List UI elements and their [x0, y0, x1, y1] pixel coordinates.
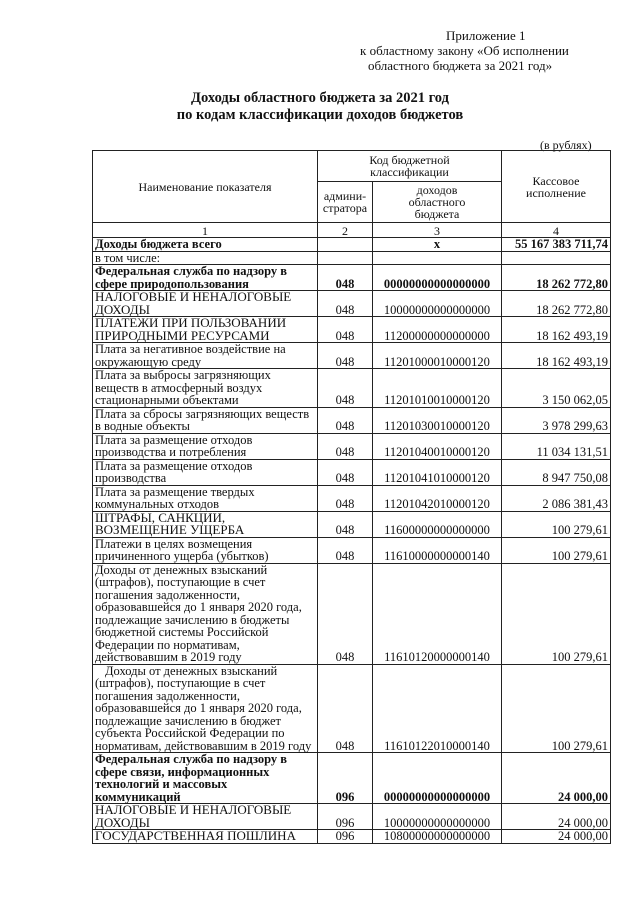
row-admin-code: 048: [318, 664, 373, 753]
table-row: [93, 485, 611, 511]
row-admin-code: [318, 238, 373, 252]
row-admin-code: 048: [318, 343, 373, 369]
row-name: Доходы от денежных взысканий (штрафов), поступающие в счет погашения задолженности, образовавшейся до 1 января 2020 года, подлежащие зачислению в бюджеты бюджетной системы Российской Федерации по нормативам, действовавшим в 2019 году: [93, 563, 318, 664]
table-row: [93, 251, 611, 265]
row-admin-code: 048: [318, 433, 373, 459]
row-admin-code: 096: [318, 804, 373, 830]
table-row: [93, 511, 611, 537]
annex-header: [360, 28, 610, 73]
row-amount: 24 000,00: [502, 804, 611, 830]
row-name: ГОСУДАРСТВЕННАЯ ПОШЛИНА: [93, 830, 318, 844]
row-income-code: 11201000010000120: [373, 343, 502, 369]
row-name: Плата за размещение твердых коммунальных отходов: [93, 485, 318, 511]
row-income-code: 11201041010000120: [373, 459, 502, 485]
row-name: ПЛАТЕЖИ ПРИ ПОЛЬЗОВАНИИ ПРИРОДНЫМИ РЕСУРСАМИ: [93, 317, 318, 343]
row-name: ШТРАФЫ, САНКЦИИ, ВОЗМЕЩЕНИЕ УЩЕРБА: [93, 511, 318, 537]
row-amount: 3 150 062,05: [502, 369, 611, 408]
row-amount: 18 162 493,19: [502, 317, 611, 343]
row-name: Плата за выбросы загрязняющих веществ в атмосферный воздух стационарными объектами: [93, 369, 318, 408]
row-income-code: [373, 251, 502, 265]
row-admin-code: 048: [318, 317, 373, 343]
row-amount: 3 978 299,63: [502, 407, 611, 433]
table-row: [93, 343, 611, 369]
table-row: [93, 459, 611, 485]
row-income-code: 11201040010000120: [373, 433, 502, 459]
row-admin-code: 048: [318, 511, 373, 537]
row-amount: 8 947 750,08: [502, 459, 611, 485]
revenue-table: [92, 150, 611, 844]
row-amount: 18 262 772,80: [502, 291, 611, 317]
row-amount: 18 262 772,80: [502, 265, 611, 291]
row-name: Плата за негативное воздействие на окружающую среду: [93, 343, 318, 369]
row-amount: 2 086 381,43: [502, 485, 611, 511]
row-name: НАЛОГОВЫЕ И НЕНАЛОГОВЫЕ ДОХОДЫ: [93, 291, 318, 317]
table-row: [93, 563, 611, 664]
row-admin-code: 048: [318, 459, 373, 485]
row-amount: 18 162 493,19: [502, 343, 611, 369]
row-income-code: 11610000000000140: [373, 537, 502, 563]
row-name: Доходы от денежных взысканий (штрафов), поступающие в счет погашения задолженности, образовавшейся до 1 января 2020 года, подлежащие зачислению в бюджет субъекта Российской Федерации по нормативам, действовавшим в 2019 году: [93, 664, 318, 753]
row-income-code: 10800000000000000: [373, 830, 502, 844]
header-income: доходов областного бюджета: [373, 182, 502, 223]
row-amount: 55 167 383 711,74: [502, 238, 611, 252]
row-amount: 11 034 131,51: [502, 433, 611, 459]
row-amount: 100 279,61: [502, 511, 611, 537]
col-number-3: 3: [373, 223, 502, 238]
row-income-code: 00000000000000000: [373, 753, 502, 804]
row-amount: 24 000,00: [502, 753, 611, 804]
annex-line-2: к областному закону «Об исполнении: [360, 43, 569, 58]
table-row: [93, 407, 611, 433]
row-amount: [502, 251, 611, 265]
col-number-2: 2: [318, 223, 373, 238]
row-name: Федеральная служба по надзору в сфере связи, информационных технологий и массовых коммуникаций: [93, 753, 318, 804]
table-row: [93, 369, 611, 408]
header-admin: админи-стратора: [318, 182, 373, 223]
title-line-1: Доходы областного бюджета за 2021 год: [191, 90, 449, 106]
row-income-code: x: [373, 238, 502, 252]
row-name: Плата за размещение отходов производства: [93, 459, 318, 485]
row-income-code: 00000000000000000: [373, 265, 502, 291]
row-name: Плата за размещение отходов производства и потребления: [93, 433, 318, 459]
row-amount: 100 279,61: [502, 563, 611, 664]
row-name: Плата за сбросы загрязняющих веществ в водные объекты: [93, 407, 318, 433]
table-row: [93, 753, 611, 804]
row-income-code: 11201030010000120: [373, 407, 502, 433]
table-row: [93, 664, 611, 753]
row-income-code: 10000000000000000: [373, 291, 502, 317]
row-income-code: 11600000000000000: [373, 511, 502, 537]
table-row: [93, 804, 611, 830]
row-name: в том числе:: [93, 251, 318, 265]
col-number-4: 4: [502, 223, 611, 238]
row-admin-code: 048: [318, 369, 373, 408]
header-code-group: Код бюджетной классификации: [318, 151, 502, 182]
row-name: Доходы бюджета всего: [93, 238, 318, 252]
table-row: [93, 238, 611, 252]
row-admin-code: 048: [318, 407, 373, 433]
annex-line-3: областного бюджета за 2021 год»: [368, 58, 553, 73]
row-admin-code: 048: [318, 291, 373, 317]
row-admin-code: 096: [318, 753, 373, 804]
header-name: Наименование показателя: [93, 151, 318, 223]
row-amount: 100 279,61: [502, 664, 611, 753]
row-admin-code: [318, 251, 373, 265]
row-admin-code: 048: [318, 265, 373, 291]
header-execution: Кассовое исполнение: [502, 151, 611, 223]
table-row: [93, 830, 611, 844]
row-admin-code: 048: [318, 537, 373, 563]
annex-line-1: Приложение 1: [446, 28, 526, 43]
row-admin-code: 048: [318, 563, 373, 664]
row-income-code: 11201042010000120: [373, 485, 502, 511]
row-income-code: 11201010010000120: [373, 369, 502, 408]
row-name: Федеральная служба по надзору в сфере природопользования: [93, 265, 318, 291]
row-income-code: 11610120000000140: [373, 563, 502, 664]
table-row: [93, 265, 611, 291]
table-row: [93, 537, 611, 563]
table-row: [93, 291, 611, 317]
unit-label: (в рублях): [540, 138, 592, 152]
title-line-2: по кодам классификации доходов бюджетов: [176, 107, 464, 123]
row-income-code: 10000000000000000: [373, 804, 502, 830]
row-admin-code: 096: [318, 830, 373, 844]
row-income-code: 11610122010000140: [373, 664, 502, 753]
row-admin-code: 048: [318, 485, 373, 511]
table-row: [93, 317, 611, 343]
row-name: Платежи в целях возмещения причиненного ущерба (убытков): [93, 537, 318, 563]
table-row: [93, 433, 611, 459]
row-amount: 24 000,00: [502, 830, 611, 844]
col-number-1: 1: [93, 223, 318, 238]
row-amount: 100 279,61: [502, 537, 611, 563]
document-title: [0, 90, 640, 124]
row-income-code: 11200000000000000: [373, 317, 502, 343]
row-name: НАЛОГОВЫЕ И НЕНАЛОГОВЫЕ ДОХОДЫ: [93, 804, 318, 830]
